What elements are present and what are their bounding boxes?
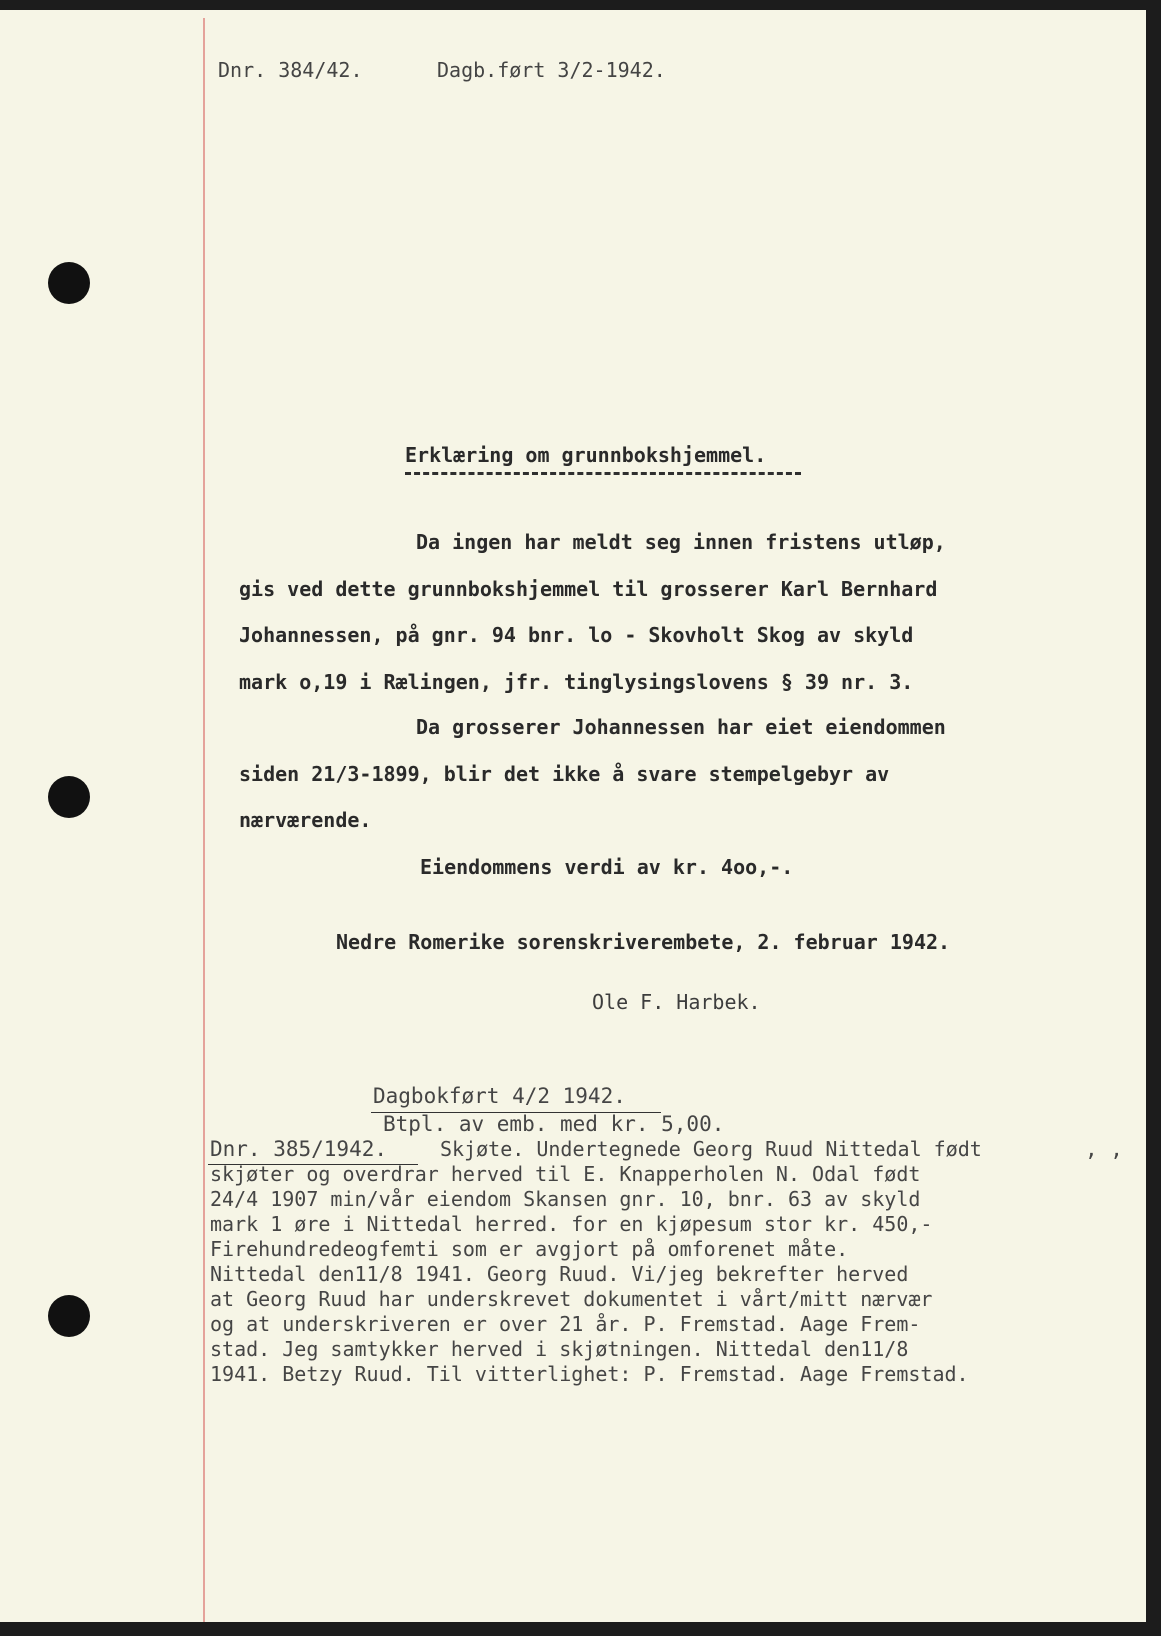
declaration-line: siden 21/3-1899, blir det ikke å svare stempelgebyr av bbox=[239, 762, 890, 786]
declaration-signature: Ole F. Harbek. bbox=[592, 990, 761, 1014]
declaration-line: gis ved dette grunnbokshjemmel til grosserer Karl Bernhard bbox=[239, 577, 938, 601]
declaration-line: mark o,19 i Rælingen, jfr. tinglysingslovens § 39 nr. 3. bbox=[239, 670, 914, 694]
entry-dagbok: Dagbokført 4/2 1942. bbox=[373, 1084, 626, 1108]
entry-line: Skjøte. Undertegnede Georg Ruud Nittedal født bbox=[440, 1137, 982, 1161]
entry-margin-marks: , , bbox=[1085, 1137, 1123, 1161]
entry-line: Firehundredeogfemti som er avgjort på omforenet måte. bbox=[210, 1237, 849, 1261]
entry-line: skjøter og overdrar herved til E. Knapperholen N. Odal født bbox=[210, 1162, 921, 1186]
punch-hole-top bbox=[48, 262, 90, 304]
declaration-place-date: Nedre Romerike sorenskriverembete, 2. februar 1942. bbox=[336, 930, 951, 954]
entry-line: 24/4 1907 min/vår eiendom Skansen gnr. 10, bnr. 63 av skyld bbox=[210, 1187, 921, 1211]
entry-line: 1941. Betzy Ruud. Til vitterlighet: P. Fremstad. Aage Fremstad. bbox=[210, 1362, 969, 1386]
entry-line: at Georg Ruud har underskrevet dokumentet i vårt/mitt nærvær bbox=[210, 1287, 933, 1311]
declaration-line: Johannessen, på gnr. 94 bnr. lo - Skovholt Skog av skyld bbox=[239, 623, 914, 647]
entry-underline bbox=[208, 1164, 418, 1165]
declaration-line: Da grosserer Johannessen har eiet eiendommen bbox=[416, 715, 946, 739]
entry-fee: Btpl. av emb. med kr. 5,00. bbox=[383, 1112, 725, 1136]
punch-hole-bottom bbox=[48, 1295, 90, 1337]
header-dagbok: Dagb.ført 3/2-1942. bbox=[437, 58, 666, 82]
document-page bbox=[0, 10, 1146, 1622]
punch-hole-middle bbox=[48, 776, 90, 818]
declaration-line: Da ingen har meldt seg innen fristens utløp, bbox=[416, 530, 946, 554]
declaration-title: Erklæring om grunnbokshjemmel. bbox=[405, 443, 767, 467]
entry-dnr: Dnr. 385/1942. bbox=[210, 1137, 388, 1161]
entry-line: og at underskriveren er over 21 år. P. Fremstad. Aage Frem- bbox=[210, 1312, 921, 1336]
margin-rule bbox=[203, 18, 205, 1622]
entry-line: Nittedal den11/8 1941. Georg Ruud. Vi/jeg bekrefter herved bbox=[210, 1262, 909, 1286]
entry-line: mark 1 øre i Nittedal herred. for en kjøpesum stor kr. 450,- bbox=[210, 1212, 933, 1236]
declaration-line: Eiendommens verdi av kr. 4oo,-. bbox=[420, 855, 794, 879]
header-dnr: Dnr. 384/42. bbox=[218, 58, 363, 82]
entry-line: stad. Jeg samtykker herved i skjøtningen. Nittedal den11/8 bbox=[210, 1337, 909, 1361]
title-underline bbox=[405, 472, 801, 475]
declaration-line: nærværende. bbox=[239, 808, 372, 832]
